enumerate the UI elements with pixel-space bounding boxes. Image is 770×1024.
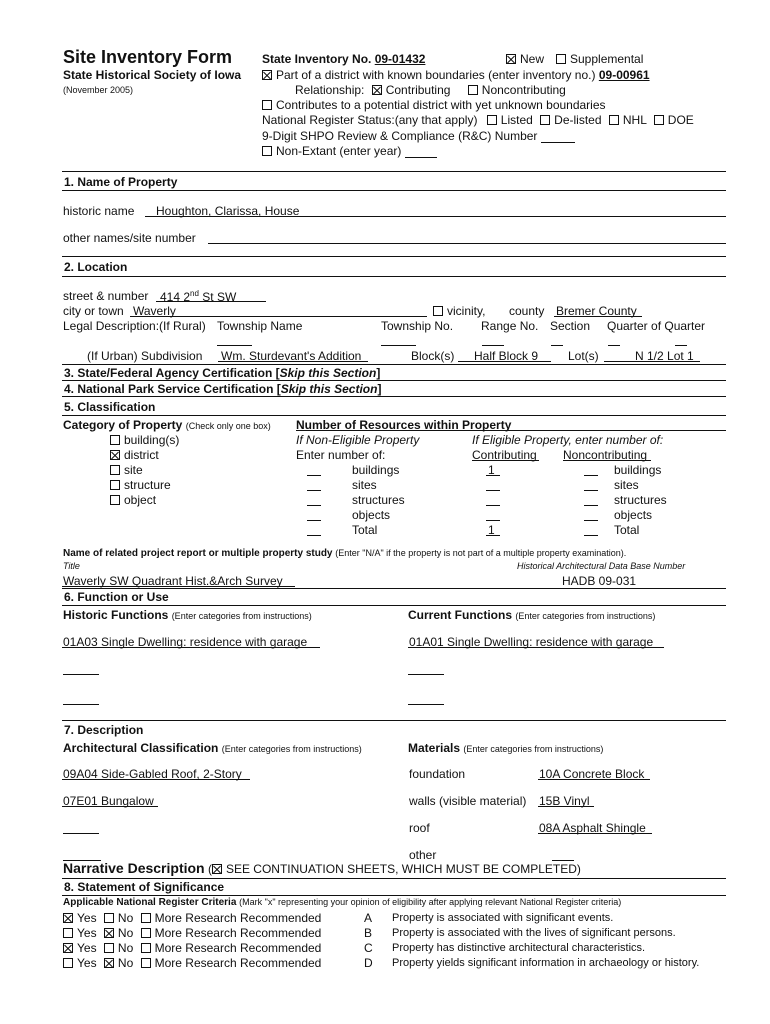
non-extant-checkbox[interactable]	[262, 146, 272, 156]
noneligible-count-field[interactable]	[307, 505, 321, 506]
street-field[interactable]: 414 2nd St SW	[160, 289, 237, 304]
shpo-number-field[interactable]	[541, 128, 575, 143]
title-label: Title	[63, 561, 80, 571]
section-field[interactable]	[551, 345, 563, 346]
contributing-count-field[interactable]: 1	[488, 523, 495, 537]
resources-label: Number of Resources within Property	[296, 418, 512, 432]
divider	[62, 605, 726, 606]
quarter-field[interactable]	[608, 345, 620, 346]
noncontributing-col-line	[563, 460, 651, 461]
current-function-field[interactable]: 01A01 Single Dwelling: residence with garage	[409, 635, 654, 649]
walls-label: walls (visible material)	[409, 794, 527, 808]
supplemental-checkbox[interactable]	[556, 54, 566, 64]
divider	[62, 171, 726, 172]
inventory-number-label: State Inventory No. 09-01432	[262, 52, 426, 66]
township-no-field[interactable]	[381, 345, 416, 346]
noncontributing-count-field[interactable]	[584, 475, 598, 476]
nr-status-row: National Register Status:(any that apply) Listed De-listed NHL DOE	[262, 113, 694, 127]
divider	[62, 720, 726, 721]
quarter-label: Quarter of Quarter	[607, 319, 706, 333]
resource-type-label: sites	[352, 478, 377, 492]
non-eligible-label: If Non-Eligible Property	[296, 433, 420, 447]
criteria-row: Yes No More Research Recommended	[63, 911, 321, 925]
section-5-title: 5. Classification	[64, 400, 156, 414]
historic-functions-label: Historic Functions (Enter categories from instructions)	[63, 608, 312, 622]
narrative-row: Narrative Description ( SEE CONTINUATION SHEETS, WHICH MUST BE COMPLETED)	[63, 860, 581, 876]
roof-field[interactable]: 08A Asphalt Shingle	[539, 821, 646, 835]
contributing-checkbox[interactable]	[372, 85, 382, 95]
current-function-field-2[interactable]	[408, 674, 444, 675]
foundation-label: foundation	[409, 767, 466, 781]
blocks-field[interactable]: Half Block 9	[474, 349, 539, 363]
yes-checkbox[interactable]	[63, 943, 73, 953]
historic-function-field[interactable]: 01A03 Single Dwelling: residence with garage	[63, 635, 308, 649]
listed-checkbox[interactable]	[487, 115, 497, 125]
contributing-col-label: Contributing	[472, 448, 537, 462]
contributing-count-line	[486, 520, 500, 521]
criteria-letter: B	[364, 926, 373, 940]
noncontributing-col-label: Noncontributing	[563, 448, 648, 462]
current-functions-label: Current Functions (Enter categories from instructions)	[408, 608, 656, 622]
nhl-checkbox[interactable]	[609, 115, 619, 125]
inventory-number[interactable]: 09-01432	[374, 52, 426, 66]
criteria-text: Property is associated with the lives of significant persons.	[392, 927, 676, 939]
criteria-letter: A	[364, 911, 373, 925]
part-of-district-option[interactable]: Part of a district with known boundaries (enter inventory no.) 09-00961	[262, 68, 650, 82]
criteria-label: Applicable National Register Criteria (Mark "x" representing your opinion of eligibility after applying relevant National Register criteria)	[63, 897, 622, 908]
resource-type-label: buildings	[352, 463, 400, 477]
criteria-text: Property is associated with significant events.	[392, 912, 614, 924]
criteria-row: Yes No More Research Recommended	[63, 941, 321, 955]
noncontributing-checkbox[interactable]	[468, 85, 478, 95]
criteria-letter: C	[364, 941, 373, 955]
historic-function-field-2[interactable]	[63, 674, 99, 675]
form-title: Site Inventory Form	[63, 47, 233, 67]
hadb-label: Historical Architectural Data Base Number	[517, 561, 686, 571]
section-6-title: 6. Function or Use	[64, 590, 169, 604]
section-1-title: 1. Name of Property	[64, 175, 178, 189]
county-label: county	[509, 304, 545, 318]
divider	[62, 878, 726, 879]
criteria-letter: D	[364, 956, 373, 970]
yes-checkbox[interactable]	[63, 913, 73, 923]
no-checkbox[interactable]	[104, 958, 114, 968]
noncontributing-count-field[interactable]	[584, 520, 598, 521]
part-of-district-checkbox[interactable]	[262, 70, 272, 80]
supplemental-option[interactable]: Supplemental	[556, 52, 643, 66]
materials-label: Materials (Enter categories from instructions)	[408, 741, 604, 755]
resource-type-label: objects	[614, 508, 653, 522]
section-7-title: 7. Description	[64, 723, 144, 737]
site-checkbox[interactable]	[110, 465, 120, 475]
blocks-label: Block(s)	[411, 349, 455, 363]
township-no-label: Township No.	[381, 319, 454, 333]
relationship-row: Relationship: Contributing Noncontributing	[295, 83, 566, 97]
arch-classification-field-3[interactable]	[63, 833, 99, 834]
yes-checkbox[interactable]	[63, 928, 73, 938]
contributing-count-field[interactable]: 1	[488, 463, 495, 477]
resource-type-label: structures	[352, 493, 405, 507]
category-site-option[interactable]: site	[110, 463, 143, 477]
historic-function-field-3[interactable]	[63, 704, 99, 705]
county-field[interactable]: Bremer County	[556, 304, 637, 318]
noncontributing-count-field[interactable]	[584, 535, 598, 536]
current-function-field-3[interactable]	[408, 704, 444, 705]
contributing-count-line	[486, 505, 500, 506]
other-names-field[interactable]	[208, 243, 726, 244]
vicinity-checkbox[interactable]	[433, 306, 443, 316]
divider	[62, 364, 726, 365]
divider	[62, 190, 726, 191]
historic-name-field[interactable]: Houghton, Clarissa, House	[156, 204, 300, 218]
section-label: Section	[550, 319, 591, 333]
resources-line	[296, 430, 726, 431]
category-building-option[interactable]: building(s)	[110, 433, 179, 447]
category-label: Category of Property (Check only one box)	[63, 418, 271, 432]
related-title-field[interactable]: Waverly SW Quadrant Hist.&Arch Survey	[63, 574, 283, 588]
doe-checkbox[interactable]	[654, 115, 664, 125]
structure-checkbox[interactable]	[110, 480, 120, 490]
object-checkbox[interactable]	[110, 495, 120, 505]
criteria-text: Property has distinctive architectural characteristics.	[392, 942, 646, 954]
noneligible-count-field[interactable]	[307, 520, 321, 521]
potential-district-checkbox[interactable]	[262, 100, 272, 110]
district-checkbox[interactable]	[110, 450, 120, 460]
noneligible-count-field[interactable]	[307, 535, 321, 536]
non-extant-option[interactable]: Non-Extant (enter year)	[262, 143, 437, 158]
delisted-checkbox[interactable]	[540, 115, 550, 125]
no-checkbox[interactable]	[104, 943, 114, 953]
quarter-of-field[interactable]	[675, 345, 687, 346]
enter-number-label: Enter number of:	[296, 448, 386, 462]
arch-classification-label: Architectural Classification (Enter categories from instructions)	[63, 741, 362, 755]
criteria-text: Property yields significant information in archaeology or history.	[392, 957, 700, 969]
related-study-label: Name of related project report or multiple property study (Enter "N/A" if the property is not part of a multiple property examination).	[63, 548, 627, 559]
noncontributing-count-field[interactable]	[584, 505, 598, 506]
noneligible-count-field[interactable]	[307, 490, 321, 491]
divider	[62, 380, 726, 381]
building-checkbox[interactable]	[110, 435, 120, 445]
township-name-label: Township Name	[217, 319, 303, 333]
legal-description-label: Legal Description:(If Rural)	[63, 319, 206, 333]
street-label: street & number	[63, 289, 149, 303]
resource-type-label: buildings	[614, 463, 662, 477]
vicinity-option[interactable]: vicinity,	[433, 304, 485, 318]
district-number[interactable]: 09-00961	[598, 68, 650, 82]
form-date: (November 2005)	[63, 85, 134, 95]
no-checkbox[interactable]	[104, 928, 114, 938]
section-3-title: 3. State/Federal Agency Certification [Skip this Section]	[64, 366, 381, 380]
city-label: city or town	[63, 304, 124, 318]
township-name-field[interactable]	[217, 345, 252, 346]
contributing-col-line	[472, 460, 539, 461]
divider	[62, 276, 726, 277]
resource-type-label: sites	[614, 478, 639, 492]
arch-classification-field-1[interactable]: 09A04 Side-Gabled Roof, 2-Story	[63, 767, 242, 781]
arch-classification-field-2[interactable]: 07E01 Bungalow	[63, 794, 154, 808]
lots-field[interactable]: N 1/2 Lot 1	[635, 349, 694, 363]
no-checkbox[interactable]	[104, 913, 114, 923]
org-name: State Historical Society of Iowa	[63, 68, 242, 82]
new-option[interactable]: New	[506, 52, 544, 66]
more-research-checkbox[interactable]	[141, 913, 151, 923]
new-checkbox[interactable]	[506, 54, 516, 64]
urban-subdivision-label: (If Urban) Subdivision	[87, 349, 203, 363]
section-8-title: 8. Statement of Significance	[64, 880, 225, 894]
roof-label: roof	[409, 821, 430, 835]
walls-field[interactable]: 15B Vinyl	[539, 794, 590, 808]
noncontributing-count-field[interactable]	[584, 490, 598, 491]
criteria-row: Yes No More Research Recommended	[63, 956, 321, 970]
more-research-checkbox[interactable]	[141, 943, 151, 953]
category-district-option[interactable]: district	[110, 448, 159, 462]
divider	[62, 895, 726, 896]
contributing-count-line	[486, 490, 500, 491]
yes-checkbox[interactable]	[63, 958, 73, 968]
divider	[62, 415, 726, 416]
shpo-row: 9-Digit SHPO Review & Compliance (R&C) Number	[262, 128, 575, 143]
historic-name-label: historic name	[63, 204, 135, 218]
divider	[62, 396, 726, 397]
range-no-field[interactable]	[482, 345, 504, 346]
section-4-title: 4. National Park Service Certification [Skip this Section]	[64, 382, 382, 396]
category-structure-option[interactable]: structure	[110, 478, 171, 492]
divider	[62, 256, 726, 257]
more-research-checkbox[interactable]	[141, 928, 151, 938]
hadb-field[interactable]: HADB 09-031	[562, 574, 637, 588]
category-object-option[interactable]: object	[110, 493, 156, 507]
resource-type-label: objects	[352, 508, 391, 522]
eligible-label: If Eligible Property, enter number of:	[472, 433, 664, 447]
divider	[62, 588, 726, 589]
continuation-sheets-checkbox[interactable]	[212, 864, 222, 874]
more-research-checkbox[interactable]	[141, 958, 151, 968]
range-no-label: Range No.	[481, 319, 539, 333]
city-field[interactable]: Waverly	[133, 304, 176, 318]
section-2-title: 2. Location	[64, 260, 128, 274]
potential-district-option[interactable]: Contributes to a potential district with yet unknown boundaries	[262, 98, 606, 112]
subdivision-field[interactable]: Wm. Sturdevant's Addition	[221, 349, 362, 363]
resource-type-label: structures	[614, 493, 667, 507]
other-material-label: other	[409, 848, 437, 862]
lots-label: Lot(s)	[568, 349, 599, 363]
resource-type-label: Total	[614, 523, 640, 537]
criteria-row: Yes No More Research Recommended	[63, 926, 321, 940]
other-names-label: other names/site number	[63, 231, 196, 245]
resource-type-label: Total	[352, 523, 378, 537]
non-extant-year-field[interactable]	[405, 143, 437, 158]
foundation-field[interactable]: 10A Concrete Block	[539, 767, 645, 781]
noneligible-count-field[interactable]	[307, 475, 321, 476]
